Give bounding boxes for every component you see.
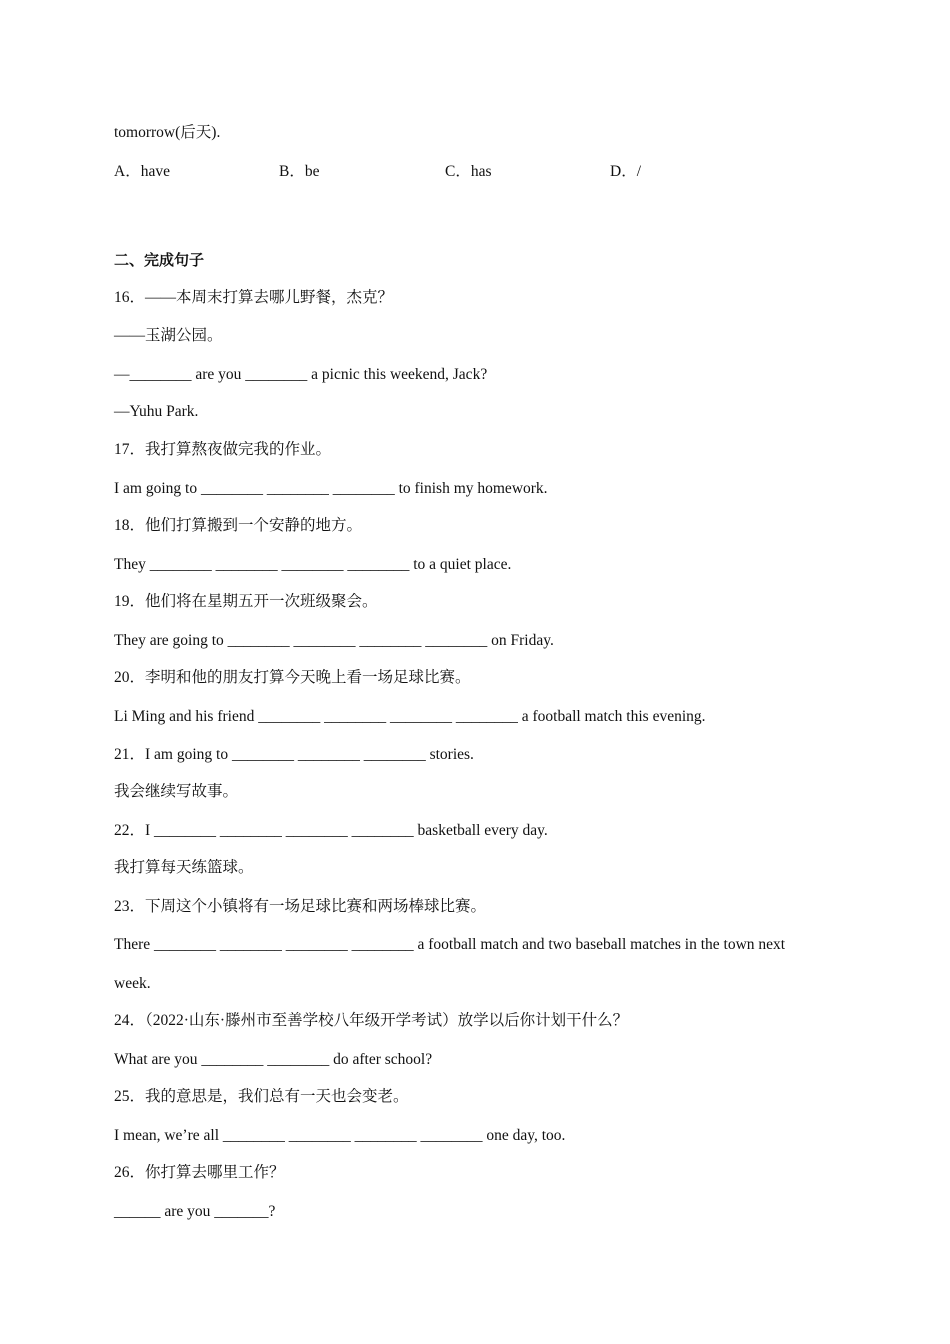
- question-25-prompt: 25．我的意思是，我们总有一天也会变老。: [114, 1088, 409, 1105]
- question-23-sentence-cont: week.: [114, 975, 151, 992]
- question-17-prompt: 17．我打算熬夜做完我的作业。: [114, 441, 332, 458]
- question-17-sentence: I am going to ________ ________ ________ to finish my homework.: [114, 480, 548, 497]
- option-a: A．have: [114, 163, 170, 180]
- question-26-sentence: ______ are you _______?: [114, 1203, 276, 1220]
- question-23-sentence: There ________ ________ ________ ________ a football match and two baseball matches in the town next: [114, 936, 786, 953]
- option-d: D．/: [610, 163, 642, 180]
- question-22-translation: 我打算每天练篮球。: [114, 859, 254, 876]
- question-20-sentence: Li Ming and his friend ________ ________ ________ ________ a football match this evening.: [114, 708, 706, 725]
- question-23-prompt: 23．下周这个小镇将有一场足球比赛和两场棒球比赛。: [114, 898, 487, 915]
- question-19-prompt: 19．他们将在星期五开一次班级聚会。: [114, 593, 378, 610]
- question-20-prompt: 20．李明和他的朋友打算今天晚上看一场足球比赛。: [114, 669, 471, 686]
- question-15-tail: tomorrow(后天).: [114, 124, 221, 141]
- question-22-sentence: 22．I ________ ________ ________ ________ basketball every day.: [114, 822, 548, 839]
- question-25-sentence: I mean, we’re all ________ ________ ________ ________ one day, too.: [114, 1127, 566, 1144]
- question-16-prompt: 16．——本周末打算去哪儿野餐，杰克？: [114, 289, 394, 306]
- section-heading: 二、完成句子: [114, 251, 205, 269]
- question-24-sentence: What are you ________ ________ do after school?: [114, 1051, 433, 1068]
- question-16-answer-cn: ——玉湖公园。: [114, 327, 223, 344]
- question-26-prompt: 26．你打算去哪里工作？: [114, 1164, 285, 1181]
- question-16-sentence: —________ are you ________ a picnic this weekend, Jack?: [114, 366, 488, 383]
- question-16-reply: —Yuhu Park.: [114, 403, 199, 420]
- option-c: C．has: [445, 163, 492, 180]
- question-18-sentence: They ________ ________ ________ ________ to a quiet place.: [114, 556, 512, 573]
- question-18-prompt: 18．他们打算搬到一个安静的地方。: [114, 517, 363, 534]
- question-24-prompt: 24．（2022·山东·滕州市至善学校八年级开学考试）放学以后你计划干什么？: [114, 1012, 629, 1029]
- question-19-sentence: They are going to ________ ________ ________ ________ on Friday.: [114, 632, 554, 649]
- question-21-sentence: 21．I am going to ________ ________ ________ stories.: [114, 746, 474, 763]
- question-21-translation: 我会继续写故事。: [114, 783, 239, 800]
- option-b: B．be: [279, 163, 320, 180]
